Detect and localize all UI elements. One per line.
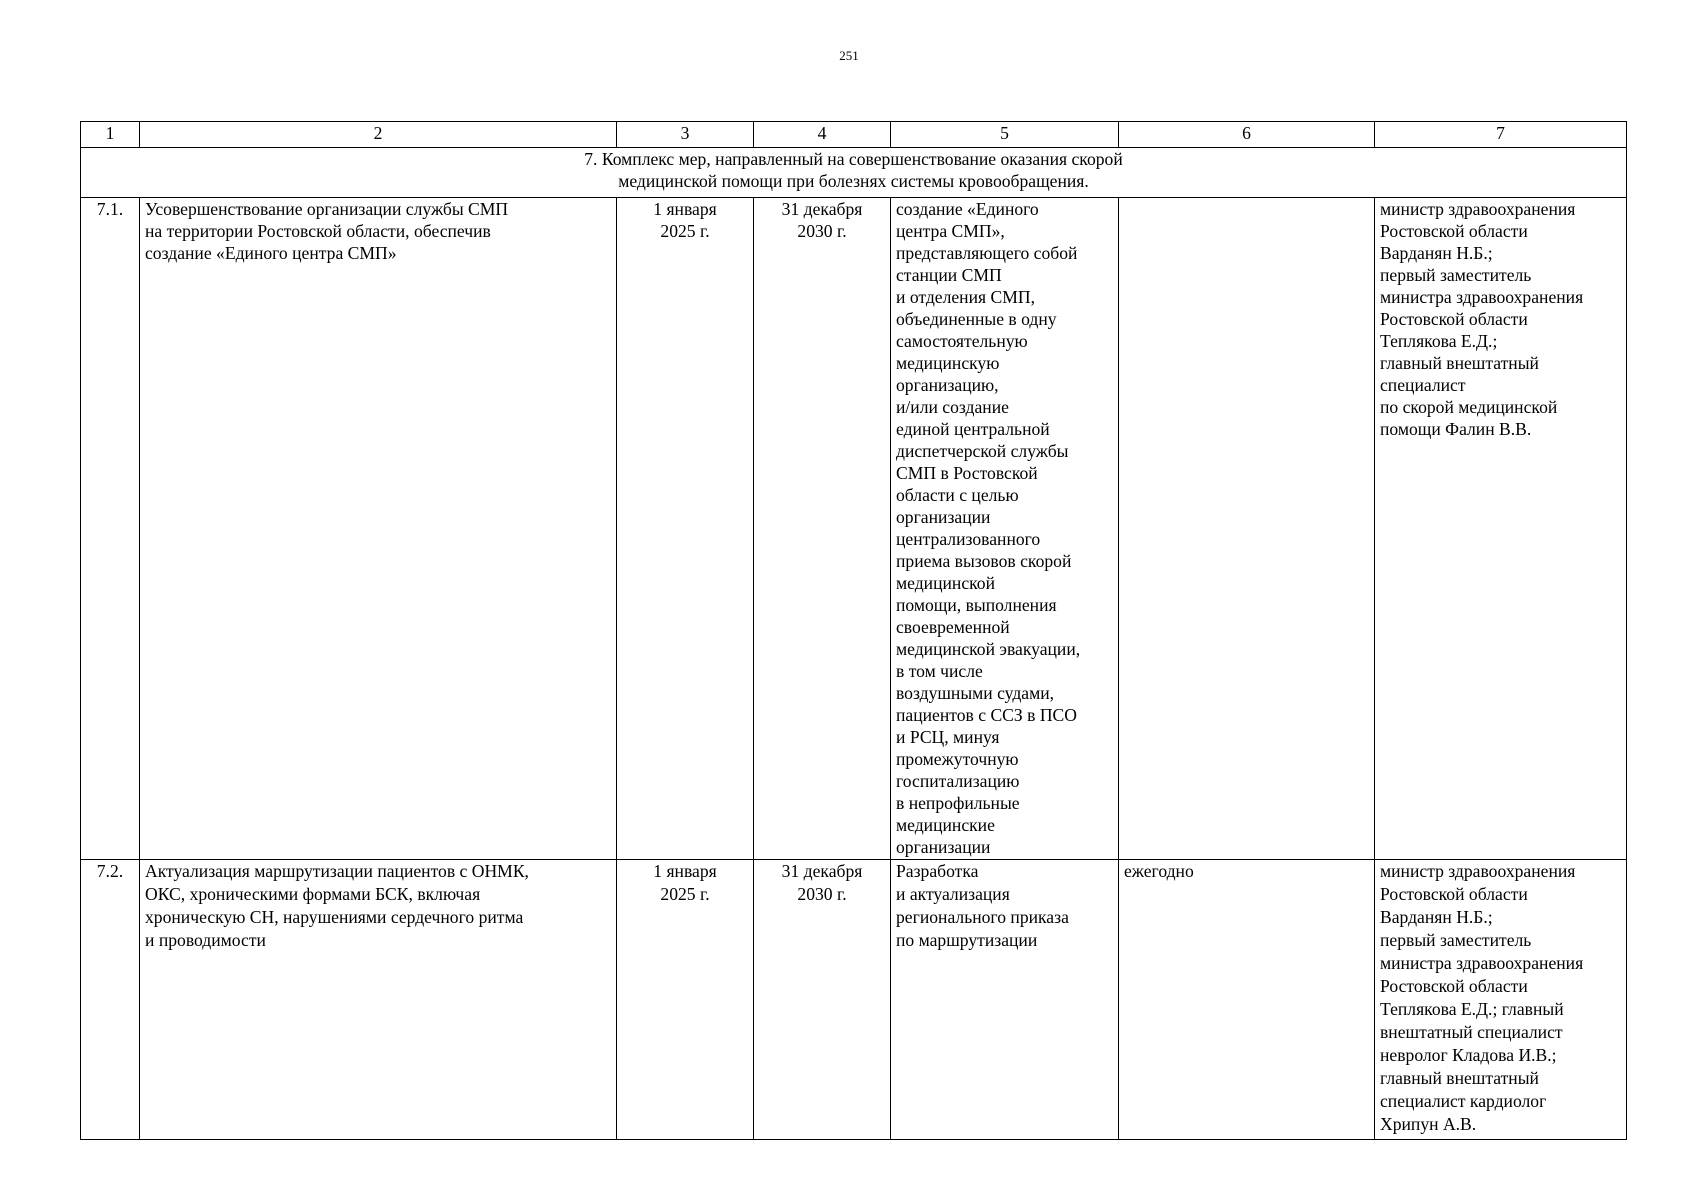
end-date-cell: 31 декабря 2030 г. [754, 860, 891, 1140]
measure-cell: Актуализация маршрутизации пациентов с ОНМК, ОКС, хроническими формами БСК, включая хроническую СН, нарушениями сердечного ритма и проводимости [140, 860, 617, 1140]
start-date-cell: 1 января 2025 г. [617, 198, 754, 860]
column-number: 6 [1119, 122, 1375, 148]
responsible-cell: министр здравоохранения Ростовской области Варданян Н.Б.; первый заместитель министра здравоохранения Ростовской области Теплякова Е.Д.; главный внештатный специалист по скорой медицинской помощи Фалин В.В. [1375, 198, 1627, 860]
end-date-cell: 31 декабря 2030 г. [754, 198, 891, 860]
measures-table [80, 121, 1627, 1140]
start-date-cell: 1 января 2025 г. [617, 860, 754, 1140]
table-row [81, 860, 1627, 1140]
section-row [81, 148, 1627, 198]
column-number: 7 [1375, 122, 1627, 148]
result-cell: создание «Единого центра СМП», представляющего собой станции СМП и отделения СМП, объединенные в одну самостоятельную медицинскую организацию, и/или создание единой центральной диспетчерской службы СМП в Ростовской области с целью организации централизованного приема вызовов скорой медицинской помощи, выполнения своевременной медицинской эвакуации, в том числе воздушными судами, пациентов с ССЗ в ПСО и РСЦ, минуя промежуточную госпитализацию в непрофильные медицинские организации [891, 198, 1119, 860]
table-row [81, 198, 1627, 860]
page-number: 251 [839, 48, 859, 63]
column-number: 3 [617, 122, 754, 148]
column-number: 4 [754, 122, 891, 148]
column-number: 1 [81, 122, 140, 148]
result-cell: Разработка и актуализация регионального приказа по маршрутизации [891, 860, 1119, 1140]
section-title: 7. Комплекс мер, направленный на совершенствование оказания скорой медицинской помощи при болезнях системы кровообращения. [81, 148, 1627, 198]
periodicity-cell [1119, 198, 1375, 860]
row-number: 7.2. [81, 860, 140, 1140]
column-number: 5 [891, 122, 1119, 148]
row-number: 7.1. [81, 198, 140, 860]
column-number: 2 [140, 122, 617, 148]
column-number-row [81, 122, 1627, 148]
measure-cell: Усовершенствование организации службы СМП на территории Ростовской области, обеспечив создание «Единого центра СМП» [140, 198, 617, 860]
responsible-cell: министр здравоохранения Ростовской области Варданян Н.Б.; первый заместитель министра здравоохранения Ростовской области Теплякова Е.Д.; главный внештатный специалист невролог Кладова И.В.; главный внештатный специалист кардиолог Хрипун А.В. [1375, 860, 1627, 1140]
periodicity-cell: ежегодно [1119, 860, 1375, 1140]
